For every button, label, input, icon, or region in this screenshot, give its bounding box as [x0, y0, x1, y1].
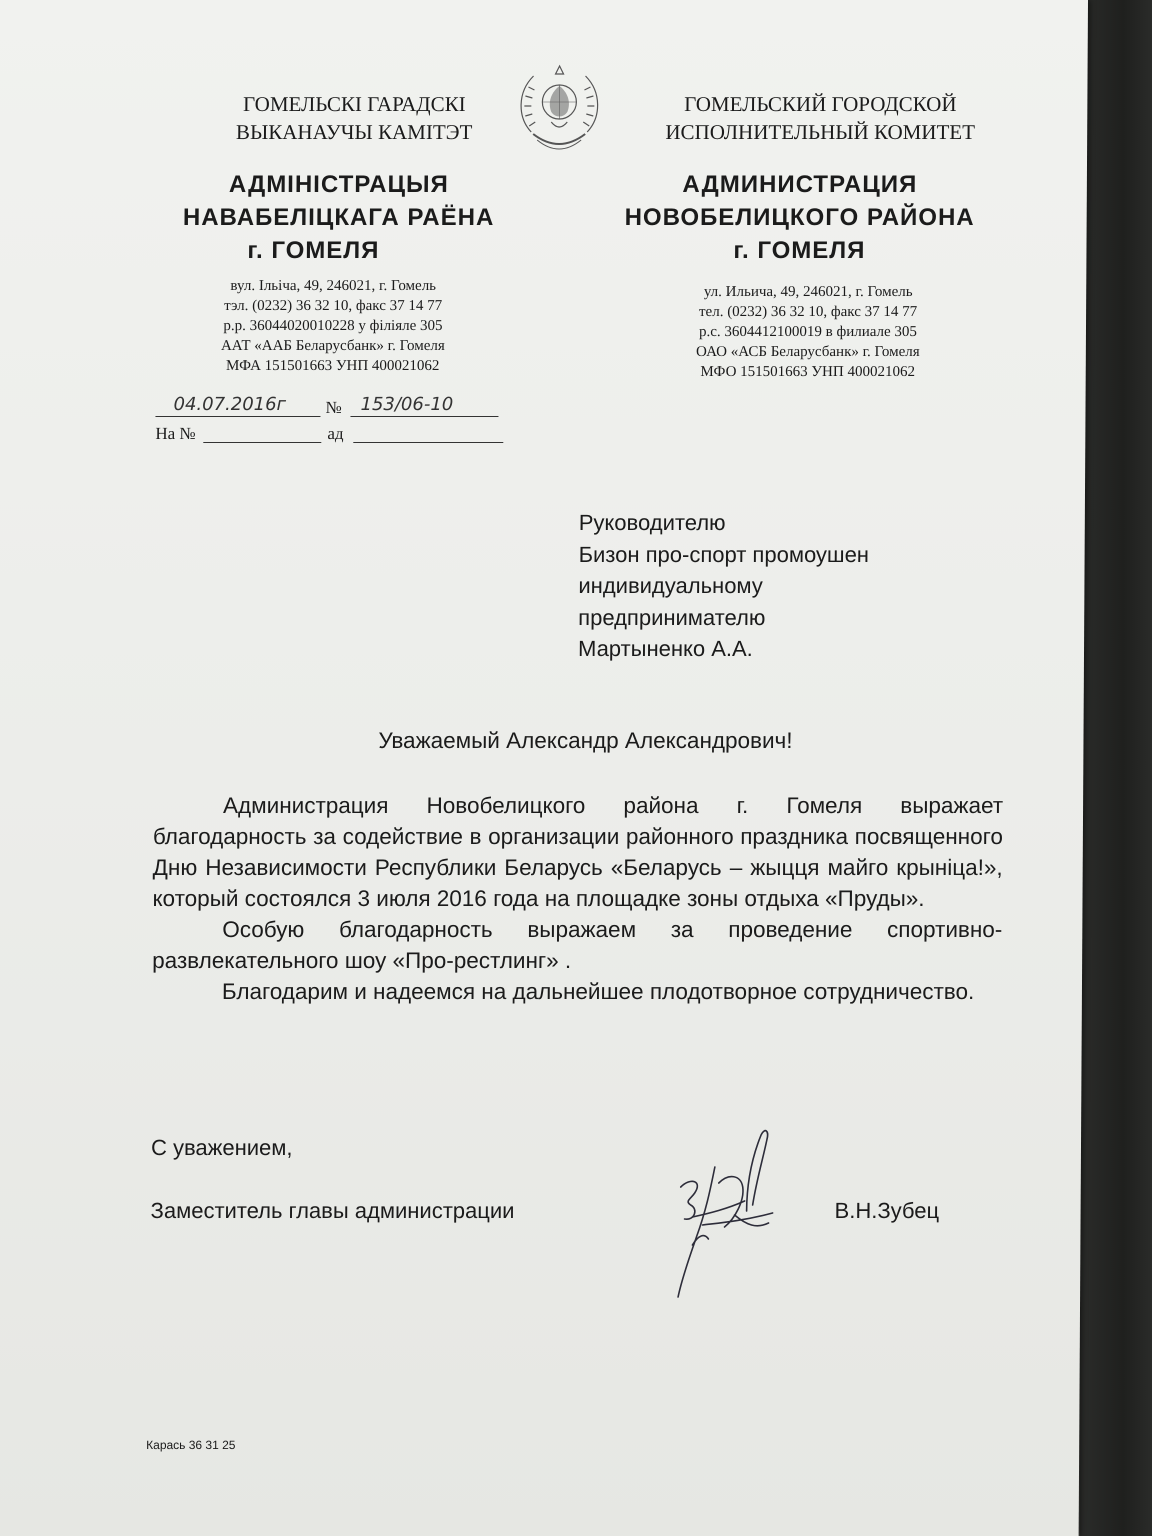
body-paragraph-2: Особую благодарность выражаем за проведение спортивно-развлекательного шоу «Про-рестлинг» . — [152, 917, 1003, 973]
state-emblem-icon — [511, 62, 608, 162]
addressee-line1: Руководителю — [578, 510, 726, 535]
addressee-line2: Бизон про-спорт промоушен — [578, 541, 870, 567]
reference-number: 153/06-10 — [360, 394, 454, 415]
reference-number-underline — [350, 416, 498, 417]
addressee-line3: индивидуальному — [578, 573, 763, 598]
header-right-addr-line4: ОАО «АСБ Беларусбанк» г. Гомеля — [695, 344, 920, 360]
header-left-addr-line2: тэл. (0232) 36 32 10, факс 37 14 77 — [224, 298, 443, 314]
addressee-line4: предпринимателю — [578, 604, 766, 630]
header-left-admin-line2: НАВАБЕЛІЦКАГА РАЁНА — [182, 204, 495, 231]
header-left-addr-line4: ААТ «ААБ Беларусбанк» г. Гомеля — [220, 338, 445, 354]
header-right-org-line2: ИСПОЛНИТЕЛЬНЫЙ КОМИТЕТ — [665, 120, 976, 144]
header-left-org — [189, 90, 519, 146]
header-left-addr-line5: МФА 151501663 УНП 400021062 — [225, 358, 440, 374]
salutation: Уважаемый Александр Александрович! — [378, 728, 793, 753]
header-left-org-line1: ГОМЕЛЬСКІ ГАРАДСКІ — [243, 92, 466, 116]
header-left-addr-line3: р.р. 36044020010228 у філіяле 305 — [223, 318, 443, 334]
executor-note: Карась 36 31 25 — [146, 1438, 236, 1452]
header-left-addr-line1: вул. Ільіча, 49, 246021, г. Гомель — [230, 278, 437, 294]
backdrop — [1080, 0, 1152, 1536]
reference-date: 04.07.2016г — [173, 394, 287, 415]
reference-number-label: № — [325, 398, 342, 417]
header-right-addr-line1: ул. Ильича, 49, 246021, г. Гомель — [703, 284, 913, 300]
header-right-address — [618, 282, 999, 382]
reference-na-label: На № — [155, 424, 196, 443]
header-right-admin-line2: НОВОБЕЛИЦКОГО РАЙОНА — [624, 204, 975, 231]
handwritten-signature-icon — [662, 1125, 813, 1315]
addressee-block — [578, 507, 999, 665]
header-right-org — [635, 90, 1005, 146]
signatory-position: Заместитель главы администрации — [150, 1198, 515, 1223]
header-left-org-line2: ВЫКАНАУЧЫ КАМІТЭТ — [235, 120, 473, 144]
reference-ad-label: ад — [327, 424, 344, 443]
header-left-admin — [138, 168, 539, 267]
signatory-name: В.Н.Зубец — [834, 1198, 940, 1223]
header-left-admin-line3: г. ГОМЕЛЯ — [247, 237, 380, 264]
header-right-admin-line1: АДМИНИСТРАЦИЯ — [682, 171, 918, 198]
body-paragraph-1: Администрация Новобелицкого района г. Гомеля выражает благодарность за содействие в организации районного праздника посвященного Дню Независимости Республики Беларусь «Беларусь – жыцця майго крыніца!», который состоялся 3 июля 2016 года на площадке зоны отдыха «Пруды». — [152, 793, 1004, 911]
header-left-address — [148, 276, 519, 376]
reference-incoming-line — [155, 424, 515, 448]
body-paragraph-3: Благодарим и надеемся на дальнейшее плодотворное сотрудничество. — [221, 979, 975, 1004]
addressee-line5: Мартыненко А.А. — [577, 636, 753, 661]
header-right-org-line1: ГОМЕЛЬСКИЙ ГОРОДСКОЙ — [684, 92, 957, 116]
reference-date-line — [155, 396, 515, 420]
reference-ad-underline — [353, 442, 503, 443]
header-right-admin — [594, 168, 1005, 267]
closing-regards: С уважением, — [150, 1135, 293, 1160]
header-left-admin-line1: АДМІНІСТРАЦЫЯ — [228, 171, 449, 198]
header-right-addr-line5: МФО 151501663 УНП 400021062 — [700, 364, 916, 380]
header-right-addr-line2: тел. (0232) 36 32 10, факс 37 14 77 — [698, 304, 918, 320]
header-right-addr-line3: р.с. 3604412100019 в филиале 305 — [698, 324, 917, 340]
reference-date-underline — [155, 416, 320, 417]
letter-body — [152, 790, 1003, 1007]
header-right-admin-line3: г. ГОМЕЛЯ — [733, 237, 866, 264]
reference-na-underline — [203, 442, 321, 443]
